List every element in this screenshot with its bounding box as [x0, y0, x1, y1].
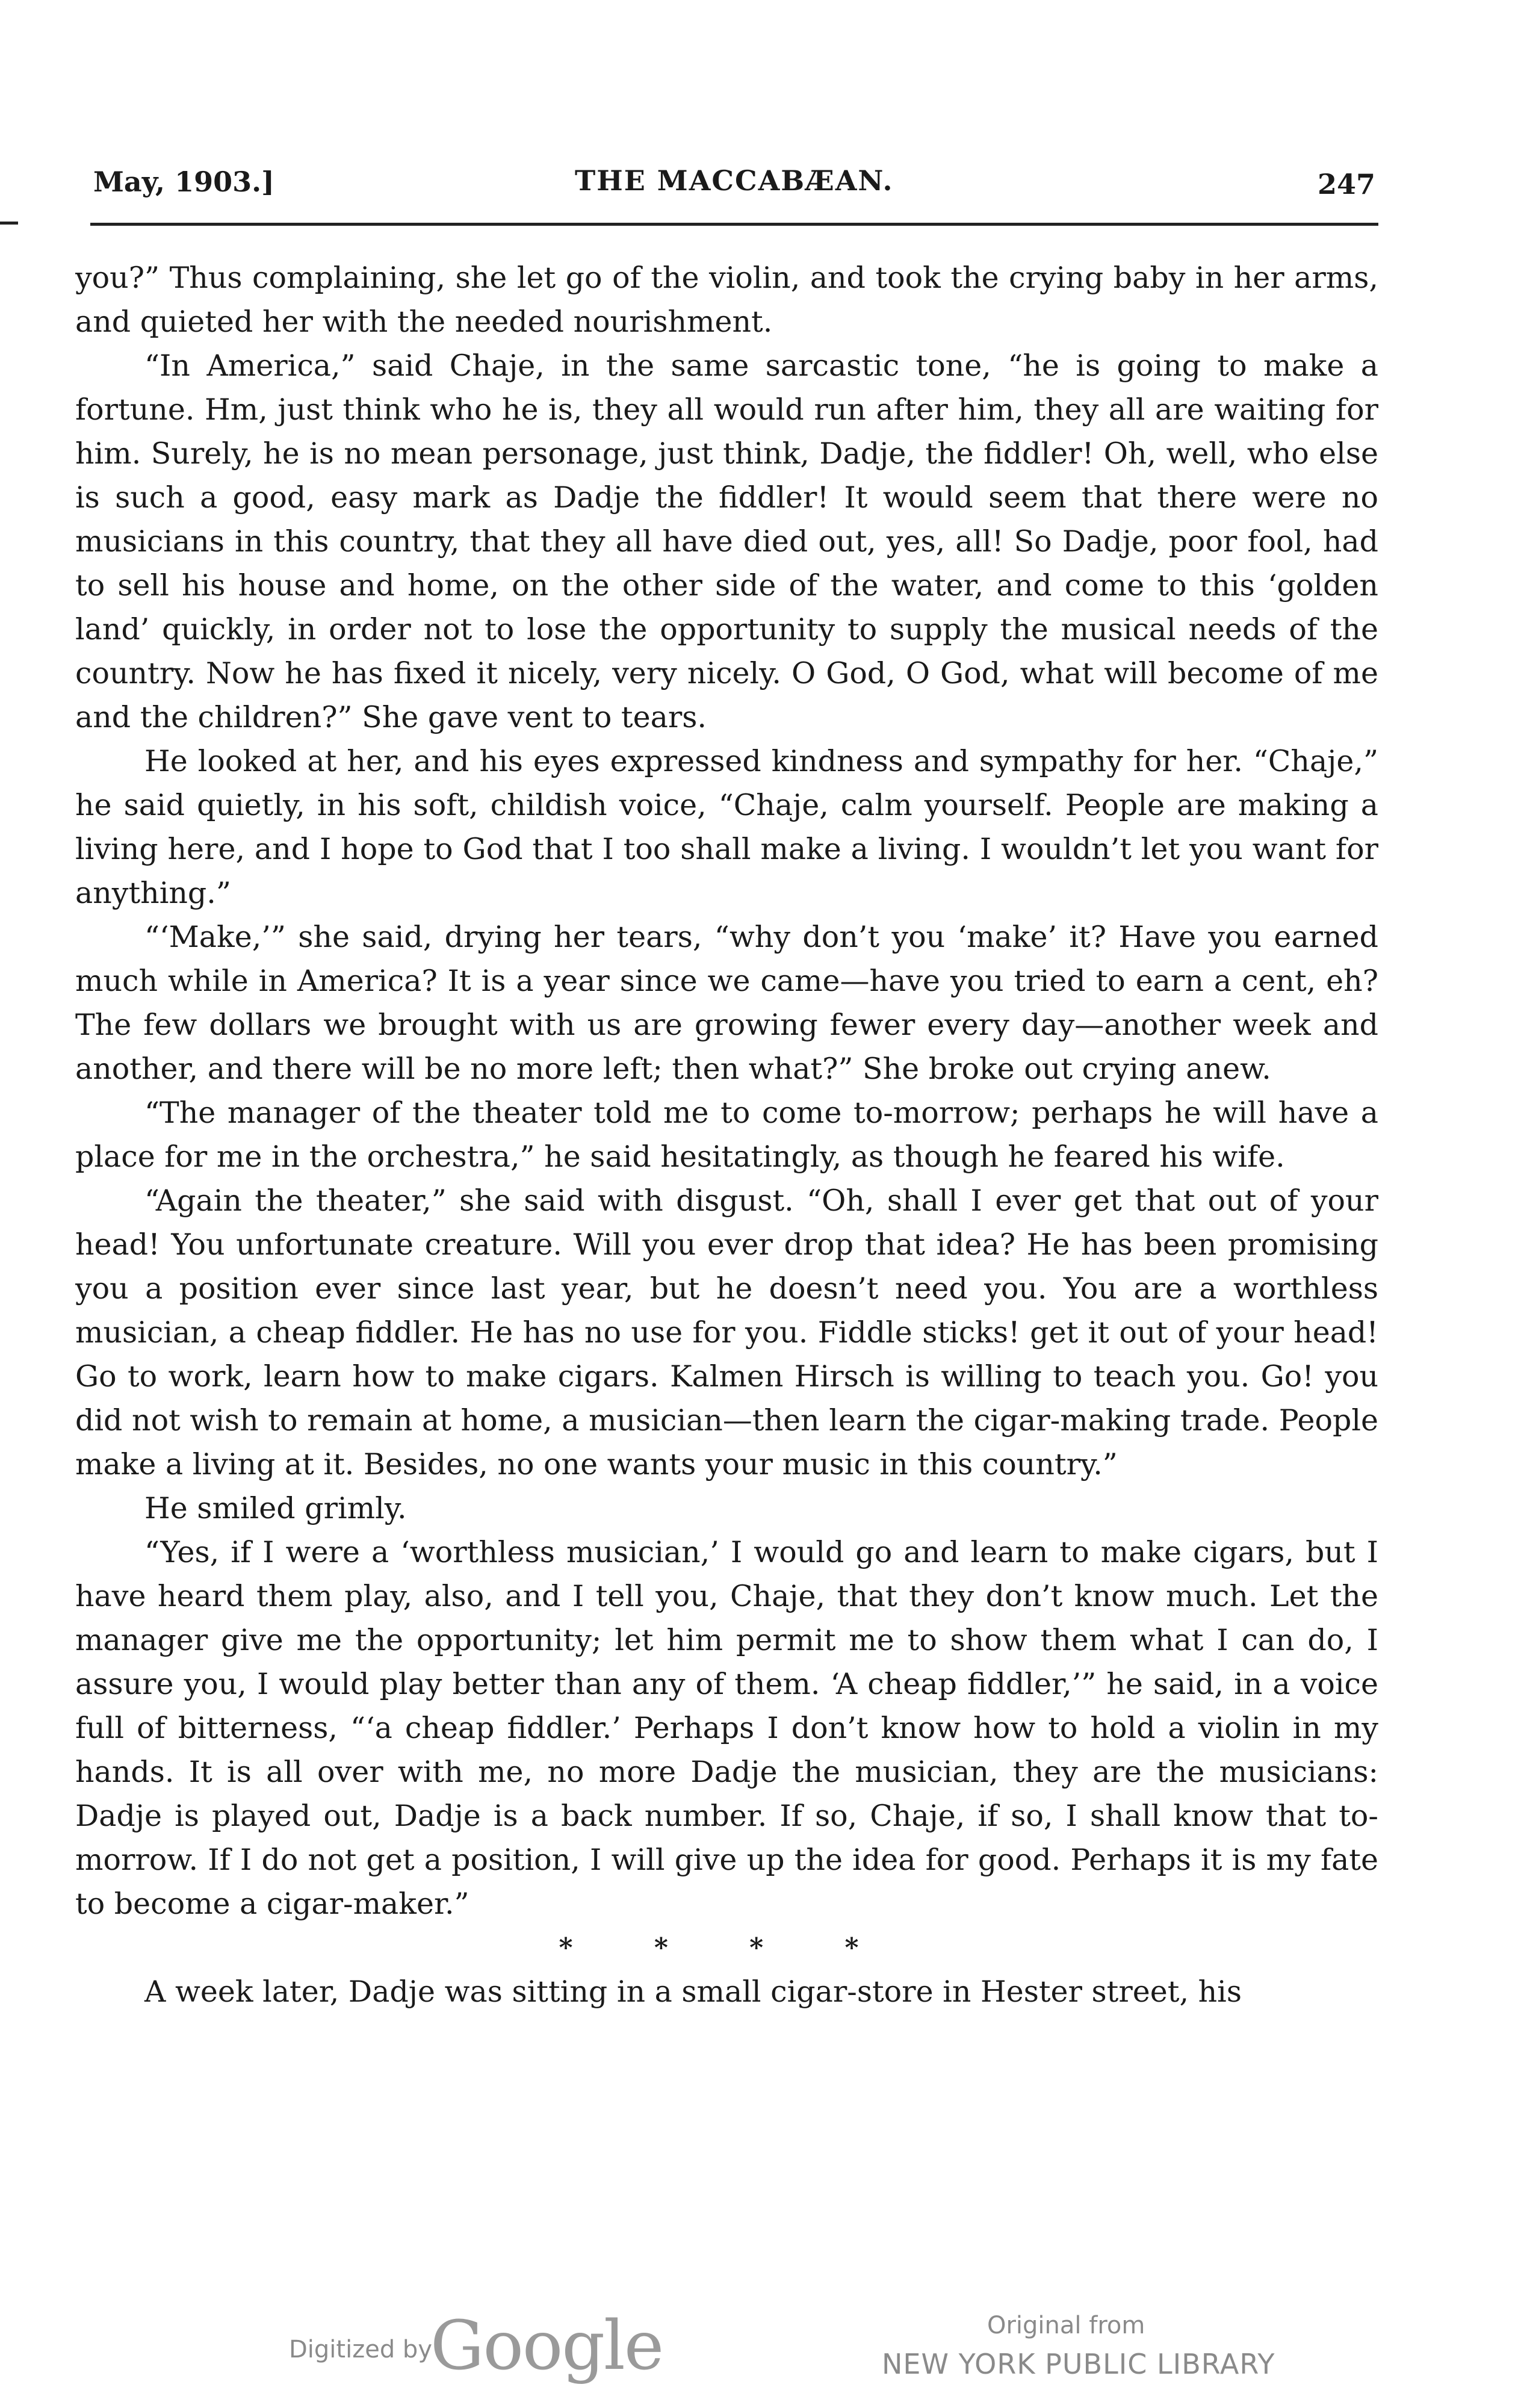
paragraph-6: “Again the theater,” she said with disgust. “Oh, shall I ever get that out of your head! You unfortunate creature. Will you ever drop that idea? He has been promising you a position ever since last year, but he doesn’t need you. You are a worthless musician, a cheap fiddler. He has no use for you. Fiddle sticks! get it out of your head! Go to work, learn how to make cigars. Kalmen Hirsch is willing to teach you. Go! you did not wish to remain at home, a musician—then learn the cigar-making trade. People make a living at it. Besides, no one wants your music in this country.”	[75, 1184, 1378, 1482]
margin-mark	[0, 222, 18, 225]
paragraph-4: “‘Make,’” she said, drying her tears, “why don’t you ‘make’ it? Have you earned much while in America? It is a year since we came—have you tried to earn a cent, eh? The few dollars we brought with us are growing fewer every day—another week and another, and there will be no more left; then what?” She broke out crying anew.	[75, 920, 1378, 1086]
section-separator: * * * *	[559, 1932, 895, 1963]
article-body	[75, 256, 1378, 2242]
original-from-label: Original from	[987, 2312, 1145, 2339]
paragraph-1: you?” Thus complaining, she let go of the violin, and took the crying baby in her arms, and quieted her with the needed nourishment.	[75, 261, 1378, 339]
journal-title: THE MACCABÆAN.	[575, 164, 894, 197]
digitized-by-label: Digitized by	[289, 2336, 432, 2363]
scan-footer	[0, 2300, 1521, 2390]
paragraph-2: “In America,” said Chaje, in the same sarcastic tone, “he is going to make a fortune. Hm, just think who he is, they all would run after him, they all are waiting for him. Surely, he is no mean personage, just think, Dadje, the fiddler! Oh, well, who else is such a good, easy mark as Dadje the fiddler! It would seem that there were no musicians in this country, that they all have died out, yes, all! So Dadje, poor fool, had to sell his house and home, on the other side of the water, and come to this ‘golden land’ quickly, in order not to lose the opportunity to supply the musical needs of the country. Now he has fixed it nicely, very nicely. O God, O God, what will become of me and the children?” She gave vent to tears.	[75, 349, 1378, 734]
header-rule	[90, 223, 1378, 226]
google-logo: Google	[430, 2307, 663, 2385]
running-header	[93, 160, 1375, 208]
paragraph-3: He looked at her, and his eyes expressed kindness and sympathy for her. “Chaje,” he said quietly, in his soft, childish voice, “Chaje, calm yourself. People are making a living here, and I hope to God that I too shall make a living. I wouldn’t let you want for anything.”	[75, 744, 1378, 910]
header-date: May, 1903.]	[93, 166, 274, 198]
paragraph-7: He smiled grimly.	[144, 1491, 407, 1525]
paragraph-9: A week later, Dadje was sitting in a small cigar-store in Hester street, his	[144, 1975, 1242, 2009]
paragraph-5: “The manager of the theater told me to come to-morrow; perhaps he will have a place for me in the orchestra,” he said hesitatingly, as though he feared his wife.	[75, 1096, 1378, 1174]
paragraph-8: “Yes, if I were a ‘worthless musician,’ I would go and learn to make cigars, but I have heard them play, also, and I tell you, Chaje, that they don’t know much. Let the manager give me the opportunity; let him permit me to show them what I can do, I assure you, I would play better than any of them. ‘A cheap fiddler,’” he said, in a voice full of bitterness, “‘a cheap fiddler.’ Perhaps I don’t know how to hold a violin in my hands. It is all over with me, no more Dadje the musician, they are the musicians: Dadje is played out, Dadje is a back number. If so, Chaje, if so, I shall know that to-morrow. If I do not get a position, I will give up the idea for good. Perhaps it is my fate to become a cigar-maker.”	[75, 1535, 1378, 1921]
page-number: 247	[1317, 168, 1375, 200]
library-name: NEW YORK PUBLIC LIBRARY	[882, 2348, 1275, 2380]
